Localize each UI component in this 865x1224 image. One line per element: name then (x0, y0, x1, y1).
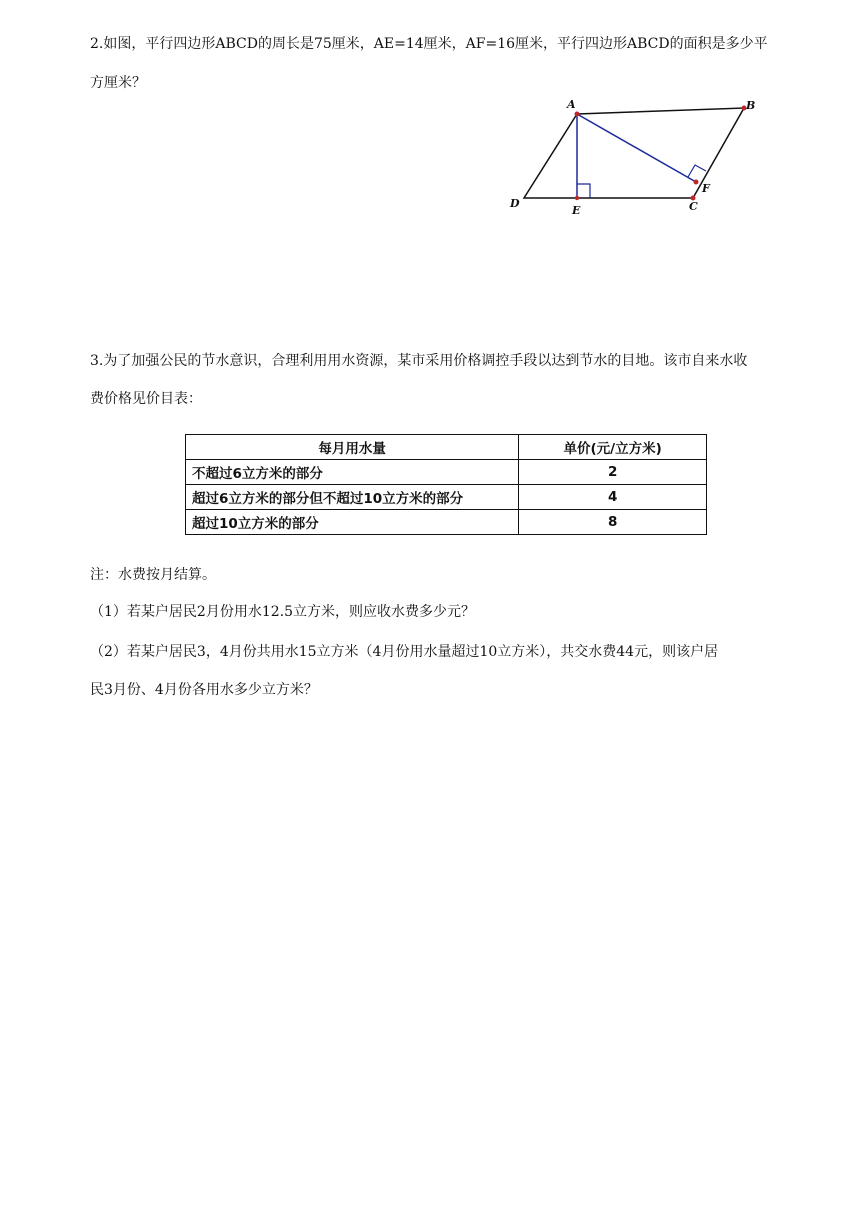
point-a (575, 112, 580, 117)
problem3-note: 注：水费按月结算。 (90, 567, 216, 583)
problem3-text-line1: 3.为了加强公民的节水意识，合理利用用水资源，某市采用价格调控手段以达到节水的目地。该市自来水收 (90, 353, 748, 369)
table-cell-price: 8 (519, 510, 707, 535)
parallelogram-outline (524, 108, 744, 198)
point-f (694, 180, 699, 185)
table-cell-usage: 超过6立方米的部分但不超过10立方米的部分 (186, 485, 519, 510)
right-angle-e (577, 184, 590, 198)
problem3-question2-line1: （2）若某户居民3，4月份共用水15立方米（4月份用水量超过10立方米），共交水费44元，则该户居 (90, 644, 719, 660)
problem2-text-line1: 2.如图，平行四边形ABCD的周长是75厘米，AE=14厘米，AF=16厘米，平行四边形ABCD的面积是多少平 (90, 36, 768, 52)
table-cell-price: 4 (519, 485, 707, 510)
problem3-text-line2: 费价格见价目表： (90, 391, 202, 407)
segment-af (577, 114, 696, 182)
table-header-row (186, 435, 707, 460)
table-header-usage: 每月用水量 (186, 435, 519, 460)
problem3-question2-line2: 民3月份、4月份各用水多少立方米？ (90, 682, 318, 698)
table-row (186, 510, 707, 535)
table-header-price: 单价(元/立方米) (519, 435, 707, 460)
label-c: C (689, 200, 698, 213)
label-b: B (746, 99, 756, 112)
label-d: D (510, 197, 520, 210)
problem3-question1: （1）若某户居民2月份用水12.5立方米，则应收水费多少元？ (90, 604, 475, 620)
right-angle-f (688, 165, 706, 177)
problem2-text-line2: 方厘米？ (90, 75, 146, 91)
table-row (186, 460, 707, 485)
label-a: A (567, 98, 576, 111)
point-e (575, 196, 579, 200)
table-row (186, 485, 707, 510)
price-table (185, 434, 707, 535)
table-cell-price: 2 (519, 460, 707, 485)
parallelogram-figure (500, 94, 770, 220)
table-cell-usage: 超过10立方米的部分 (186, 510, 519, 535)
table-cell-usage: 不超过6立方米的部分 (186, 460, 519, 485)
label-f: F (702, 182, 710, 195)
label-e: E (572, 204, 581, 217)
